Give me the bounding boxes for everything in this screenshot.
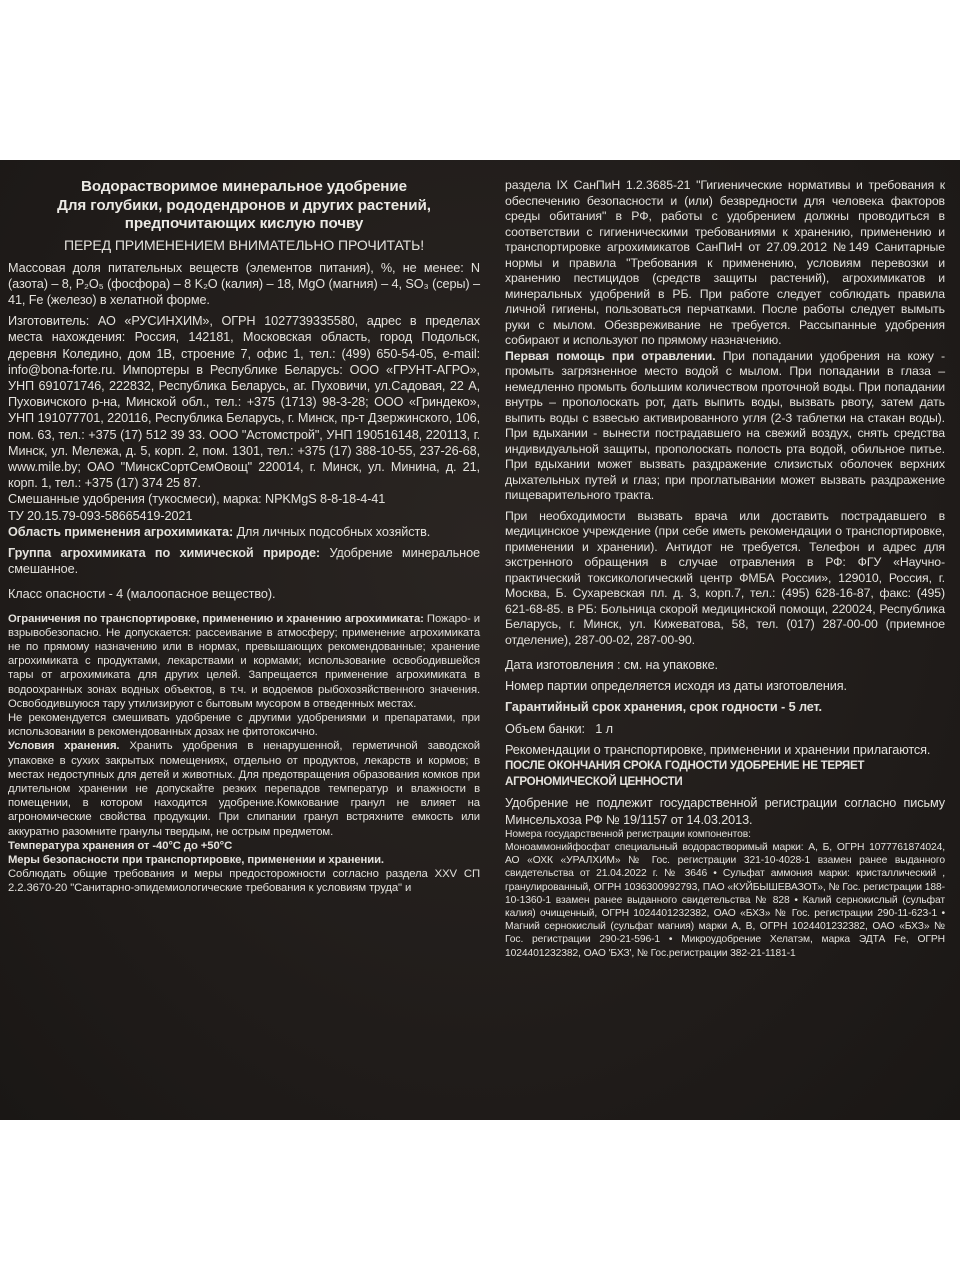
first-aid (505, 349, 945, 504)
components-title: Номера государственной регистрации компонентов: (505, 828, 751, 840)
doctor-info: При необходимости вызвать врача или доставить пострадавшего в медицинское учреждение (при себе иметь рекомендации о транспортировке, применении и хранении). Антидот не требуется. Телефон и адрес для экстренного обращения в случае отравления в РФ: ФГУ «Научно-практический токсикологический центр ФМБА России», 129010, Россия, г. Москва, Б. Сухаревская пл. д. 3, корп.7, тел.: (495) 628-16-87, факс: (495) 621-68-85. в РБ: Больница скорой медицинской помощи, 220024, Республика Беларусь, г. Минск, ул. Кижеватова, 58, тел. (017) 287-00-00 (приемное отделение), 287-00-02, 287-00-90. (505, 508, 945, 647)
after-expiry-note: ПОСЛЕ ОКОНЧАНИЯ СРОКА ГОДНОСТИ УДОБРЕНИЕ НЕ ТЕРЯЕТ АГРОНОМИЧЕСКОЙ ЦЕННОСТИ (505, 759, 865, 789)
storage-label: Условия хранения. (8, 740, 120, 753)
first-aid-label: Первая помощь при отравлении. (505, 348, 716, 363)
shelf-life: Гарантийный срок хранения, срок годности - 5 лет. (505, 700, 822, 715)
application-area-text: Для личных подсобных хозяйств. (233, 524, 431, 539)
mix-grade-line: Смешанные удобрения (тукосмеси), марка: NPKMgS 8-8-18-4-41 (8, 492, 386, 507)
recommendations-note: Рекомендации о транспортировке, применении и хранении прилагаются. (505, 742, 931, 757)
restrictions (8, 612, 480, 711)
tu-line: ТУ 20.15.79-093-58665419-2021 (8, 508, 193, 523)
label-left-column (8, 178, 480, 1120)
storage-conditions (8, 739, 480, 838)
storage-temperature: Температура хранения от -40°С до +50°С (8, 839, 233, 852)
chemical-group-label: Группа агрохимиката по химической природе: (8, 545, 321, 560)
restrictions-text: Пожаро- и взрывобезопасно. Не допускается: рассеивание в атмосферу; применение агрохимиката не по прямому назначению или в нормах, превышающих рекомендованные; хранение агрохимиката с продуктами, лекарствами и кормами; использование освободившейся тары от агрохимиката для других целей. Запрещается применение агрохимиката в водоохранных зонах водных объектов, в т.ч. и водоемов рыбохозяйственного значения. Освободившуюся тару утилизируют с бытовым мусором в отведенных местах. (8, 612, 480, 710)
registration-note: Удобрение не подлежит государственной регистрации согласно письму Минсельхоза РФ № 19/1157 от 14.03.2013. (505, 796, 945, 827)
safety-text: Соблюдать общие требования и меры предосторожности согласно раздела XXV СП 2.2.3670-20 "Санитарно-эпидемиологические требования к условиям труда" и (8, 868, 480, 895)
storage-text: Хранить удобрения в ненарушенной, герметичной заводской упаковке в сухих закрытых помещениях, отдельно от продуктов, лекарств и кормов; в местах недоступных для детей и животных. Для предотвращения образования комков при длительном хранении не допускайте резких перепадов температур и влажности в помещении, в котором находится удобрение.Комкование гранул не влияет на агрономические свойства продукции. При слипании гранул встряхните емкость или аккуратно разомните гранулы твердым, не острым предметом. (8, 740, 480, 838)
restrictions-label: Ограничения по транспортировке, применению и хранению агрохимиката: (8, 612, 424, 625)
first-aid-text: При попадании удобрения на кожу - промыть загрязненное место водой с мылом. При попадании в глаза – немедленно промыть большим количеством проточной воды. При попадании внутрь – прополоскать рот, дать выпить воды, вызвать рвоту, затем дать выпить воды с взвесью активированного угля (2-3 таблетки на стакан воды). При вдыхании - вынести пострадавшего на свежий воздух, снять средства индивидуальной защиты, прополоскать полость рта водой, обильное питье. При вдыхании может вызвать раздражение слизистых оболочек верхних дыхательных путей и глаз; при проглатывании может вызвать раздражение пищеварительного тракта. (505, 348, 945, 502)
read-warning: ПЕРЕД ПРИМЕНЕНИЕМ ВНИМАТЕЛЬНО ПРОЧИТАТЬ! (63, 236, 425, 253)
manufacture-date: Дата изготовления : см. на упаковке. (505, 658, 718, 672)
chemical-group (8, 545, 480, 577)
chemical-group-text: Удобрение минеральное смешанное. (8, 545, 480, 577)
product-label (0, 160, 960, 1120)
label-right-column (505, 178, 945, 1120)
application-area-label: Область применения агрохимиката: (8, 524, 234, 539)
product-title: Водорастворимое минеральное удобрение Для голубики, рододендронов и других растений, предпочитающих кислую почву (57, 178, 431, 232)
safety-label: Меры безопасности при транспортировке, применении и хранении. (8, 854, 384, 867)
manufacturer-text: Изготовитель: АО «РУСИНХИМ», ОГРН 1027739335580, адрес в пределах места нахождения: Россия, 142181, Московская область, город Подольск, деревня Коледино, дом 1В, строение 7, офис 1, тел.: (499) 650-54-05, e-mail: info@bona-forte.ru. Импортеры в Республике Беларусь: ООО «ГРУНТ-АГРО», УНП 691071746, 222832, Республика Беларусь, аг. Пуховичи, ул.Садовая, 22 А, Пуховичского р-на, Минской обл., тел.: +375 (1713) 98-3-28; ООО «Гриндеко», УНП 191077701, 220116, Республика Беларусь, г. Минск, пр-т Дзержинского, 106, пом. 63, тел.: +375 (17) 512 39 33. ООО "Астомстрой", УНП 190516148, 220113, г. Минск, ул. Мележа, д. 5, корп. 2, пом. 1301, тел.: +375 (17) 388-10-55, 237-26-68, www.mile.by; ОАО "МинскСортСемОвощ" 220014, г. Минск, ул. Минина, д. 21, корп. 1, тел.: +375 (17) 374 25 87. (8, 314, 480, 491)
components-text: Моноаммонийфосфат специальный водорастворимый марки: А, Б, ОГРН 1077761874024, АО «ОХК «УРАЛХИМ» № Гос. регистрации 321-10-4028-1 взамен ранее выданного свидетельства от 21.04.2022 г. № 3646 • Сульфат аммония марки: кристаллический , гранулированный, ОГРН 1036300992793, ПАО «КУЙБЫШЕВАЗОТ», № Гос. регистрации 188-10-1360-1 взамен ранее выданного свидетельства № 828 • Калий сернокислый (сульфат калия) очищенный, ОГРН 1024401232382, ОАО «БХЗ» № Гос. регистрации 290-11-623-1 • Магний сернокислый (сульфат магния) марки А, В, ОГРН 1024401232382, ОАО «БХЗ» № Гос. регистрации 290-21-596-1 • Микроудобрение Хелатэм, марка ЭДТА Fe, ОГРН 1024401232382, ОАО 'БХЗ', № Гос.регистрации 382-21-1181-1 (505, 842, 945, 959)
hazard-class: Класс опасности - 4 (малоопасное вещество). (8, 587, 276, 602)
safety-continuation: раздела IX СанПиН 1.2.3685-21 "Гигиенические нормативы и требования к обеспечению безопасности и (или) безвредности для человека факторов среды обитания" в РФ, работы с удобрением должны проводиться в соответствии с гигиеническими требованиями к хранению, применению и транспортировке агрохимикатов СанПиН от 27.09.2012 №149 Санитарные нормы и правила "Требования к применению, условиям перевозки и хранению пестицидов (средств защиты растений), агрохимикатов и минеральных удобрений в РБ. При работе следует соблюдать правила личной гигиены, пользоваться перчатками. После работы следует вымыть руки с мылом. Обезвреживание не требуется. Рассыпанные удобрения собирают и используют по прямому назначению. (505, 178, 945, 347)
application-area (8, 524, 480, 540)
batch-number: Номер партии определяется исходя из даты изготовления. (505, 679, 847, 694)
jar-volume: Объем банки: 1 л (505, 721, 613, 736)
mixing-note: Не рекомендуется смешивать удобрение с другими удобрениями и препаратами, при использовании в рекомендованных дозах не фитотоксично. (8, 711, 480, 739)
composition-text: Массовая доля питательных веществ (элементов питания), %, не менее: N (азота) – 8, P₂O₅ (фосфора) – 8 K₂O (калия) – 18, MgO (магния) – 4, SO₃ (серы) – 41, Fe (железо) в хелатной форме. (8, 260, 480, 307)
